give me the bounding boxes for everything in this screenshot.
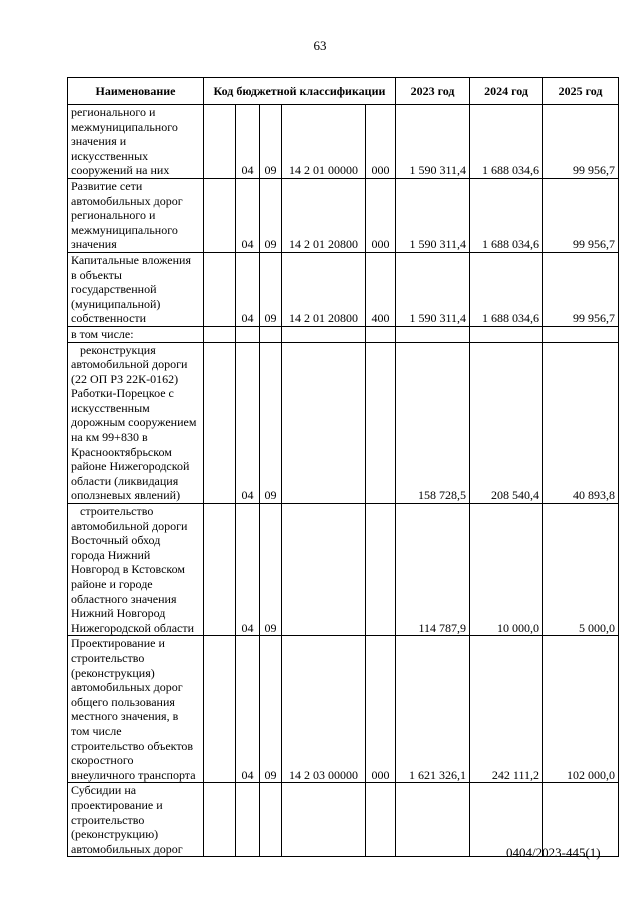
- cell-name: регионального и межмуниципального значения и искусственных сооружений на них: [68, 105, 204, 179]
- cell-code-subsection: 09: [260, 636, 282, 783]
- cell-code-subsection: 09: [260, 252, 282, 326]
- cell-code-target: 14 2 01 20800: [282, 252, 366, 326]
- table-row: [68, 326, 619, 342]
- cell-2025: 99 956,7: [543, 178, 619, 252]
- cell-2025: 99 956,7: [543, 105, 619, 179]
- cell-2023: 1 621 326,1: [396, 636, 470, 783]
- cell-2024: 10 000,0: [470, 504, 543, 636]
- table-row: [68, 105, 619, 179]
- header-code: Код бюджетной классификации: [204, 78, 396, 105]
- cell-2024: 242 111,2: [470, 636, 543, 783]
- cell-code-expense-type: 000: [366, 105, 396, 179]
- cell-2023: 1 590 311,4: [396, 105, 470, 179]
- cell-code-section: 04: [236, 178, 260, 252]
- table-row: [68, 342, 619, 504]
- cell-code-expense-type: 000: [366, 178, 396, 252]
- cell-code-1: [204, 783, 236, 857]
- cell-2024: 1 688 034,6: [470, 252, 543, 326]
- cell-2023: 114 787,9: [396, 504, 470, 636]
- cell-code-section: 04: [236, 504, 260, 636]
- cell-code-section: 04: [236, 252, 260, 326]
- cell-code-subsection: [260, 326, 282, 342]
- budget-table: [67, 77, 619, 857]
- page-number: 63: [313, 38, 327, 53]
- cell-2024: [470, 326, 543, 342]
- cell-code-section: [236, 783, 260, 857]
- cell-code-1: [204, 636, 236, 783]
- cell-code-1: [204, 105, 236, 179]
- cell-code-subsection: 09: [260, 342, 282, 504]
- cell-code-subsection: [260, 783, 282, 857]
- cell-code-section: 04: [236, 105, 260, 179]
- cell-code-1: [204, 504, 236, 636]
- cell-name: Субсидии на проектирование и строительство (реконструкцию) автомобильных дорог: [68, 783, 204, 857]
- document-code: 0404/2023-445(1): [506, 845, 601, 860]
- cell-2025: 40 893,8: [543, 342, 619, 504]
- table-row: [68, 178, 619, 252]
- cell-name: строительство автомобильной дороги Восточный обход города Нижний Новгород в Кстовском районе и городе областного значения Нижний Новгород Нижегородской области: [68, 504, 204, 636]
- table-header-row: [68, 78, 619, 105]
- cell-code-expense-type: 400: [366, 252, 396, 326]
- cell-2024: 208 540,4: [470, 342, 543, 504]
- cell-2024: 1 688 034,6: [470, 178, 543, 252]
- cell-name: Развитие сети автомобильных дорог регионального и межмуниципального значения: [68, 178, 204, 252]
- cell-code-subsection: 09: [260, 105, 282, 179]
- cell-code-1: [204, 326, 236, 342]
- cell-code-target: [282, 342, 366, 504]
- cell-2023: 1 590 311,4: [396, 252, 470, 326]
- cell-name: Проектирование и строительство (реконструкция) автомобильных дорог общего пользования местного значения, в том числе строительство объектов скоростного внеуличного транспорта: [68, 636, 204, 783]
- cell-2025: [543, 326, 619, 342]
- cell-2025: 99 956,7: [543, 252, 619, 326]
- header-2024: 2024 год: [470, 78, 543, 105]
- cell-2023: 158 728,5: [396, 342, 470, 504]
- header-2025: 2025 год: [543, 78, 619, 105]
- cell-2023: [396, 326, 470, 342]
- cell-code-section: [236, 326, 260, 342]
- cell-code-target: 14 2 01 20800: [282, 178, 366, 252]
- cell-code-subsection: 09: [260, 178, 282, 252]
- cell-2023: 1 590 311,4: [396, 178, 470, 252]
- cell-code-target: [282, 783, 366, 857]
- cell-code-target: [282, 326, 366, 342]
- cell-code-expense-type: [366, 326, 396, 342]
- cell-name: реконструкция автомобильной дороги (22 ОП РЗ 22К-0162) Работки-Порецкое с искусственным дорожным сооружением на км 99+830 в Краснооктябрьском районе Нижегородской области (ликвидация оползневых явлений): [68, 342, 204, 504]
- cell-2024: 1 688 034,6: [470, 105, 543, 179]
- table-row: [68, 636, 619, 783]
- cell-code-target: 14 2 01 00000: [282, 105, 366, 179]
- header-name: Наименование: [68, 78, 204, 105]
- cell-2023: [396, 783, 470, 857]
- table-row: [68, 504, 619, 636]
- cell-code-1: [204, 342, 236, 504]
- cell-2025: 5 000,0: [543, 504, 619, 636]
- cell-code-target: [282, 504, 366, 636]
- header-2023: 2023 год: [396, 78, 470, 105]
- cell-name: Капитальные вложения в объекты государственной (муниципальной) собственности: [68, 252, 204, 326]
- cell-code-expense-type: [366, 342, 396, 504]
- cell-name: в том числе:: [68, 326, 204, 342]
- cell-code-1: [204, 252, 236, 326]
- cell-code-expense-type: 000: [366, 636, 396, 783]
- cell-code-section: 04: [236, 342, 260, 504]
- cell-code-expense-type: [366, 783, 396, 857]
- cell-code-section: 04: [236, 636, 260, 783]
- cell-code-expense-type: [366, 504, 396, 636]
- cell-code-subsection: 09: [260, 504, 282, 636]
- cell-2025: 102 000,0: [543, 636, 619, 783]
- cell-code-1: [204, 178, 236, 252]
- table-row: [68, 252, 619, 326]
- cell-code-target: 14 2 03 00000: [282, 636, 366, 783]
